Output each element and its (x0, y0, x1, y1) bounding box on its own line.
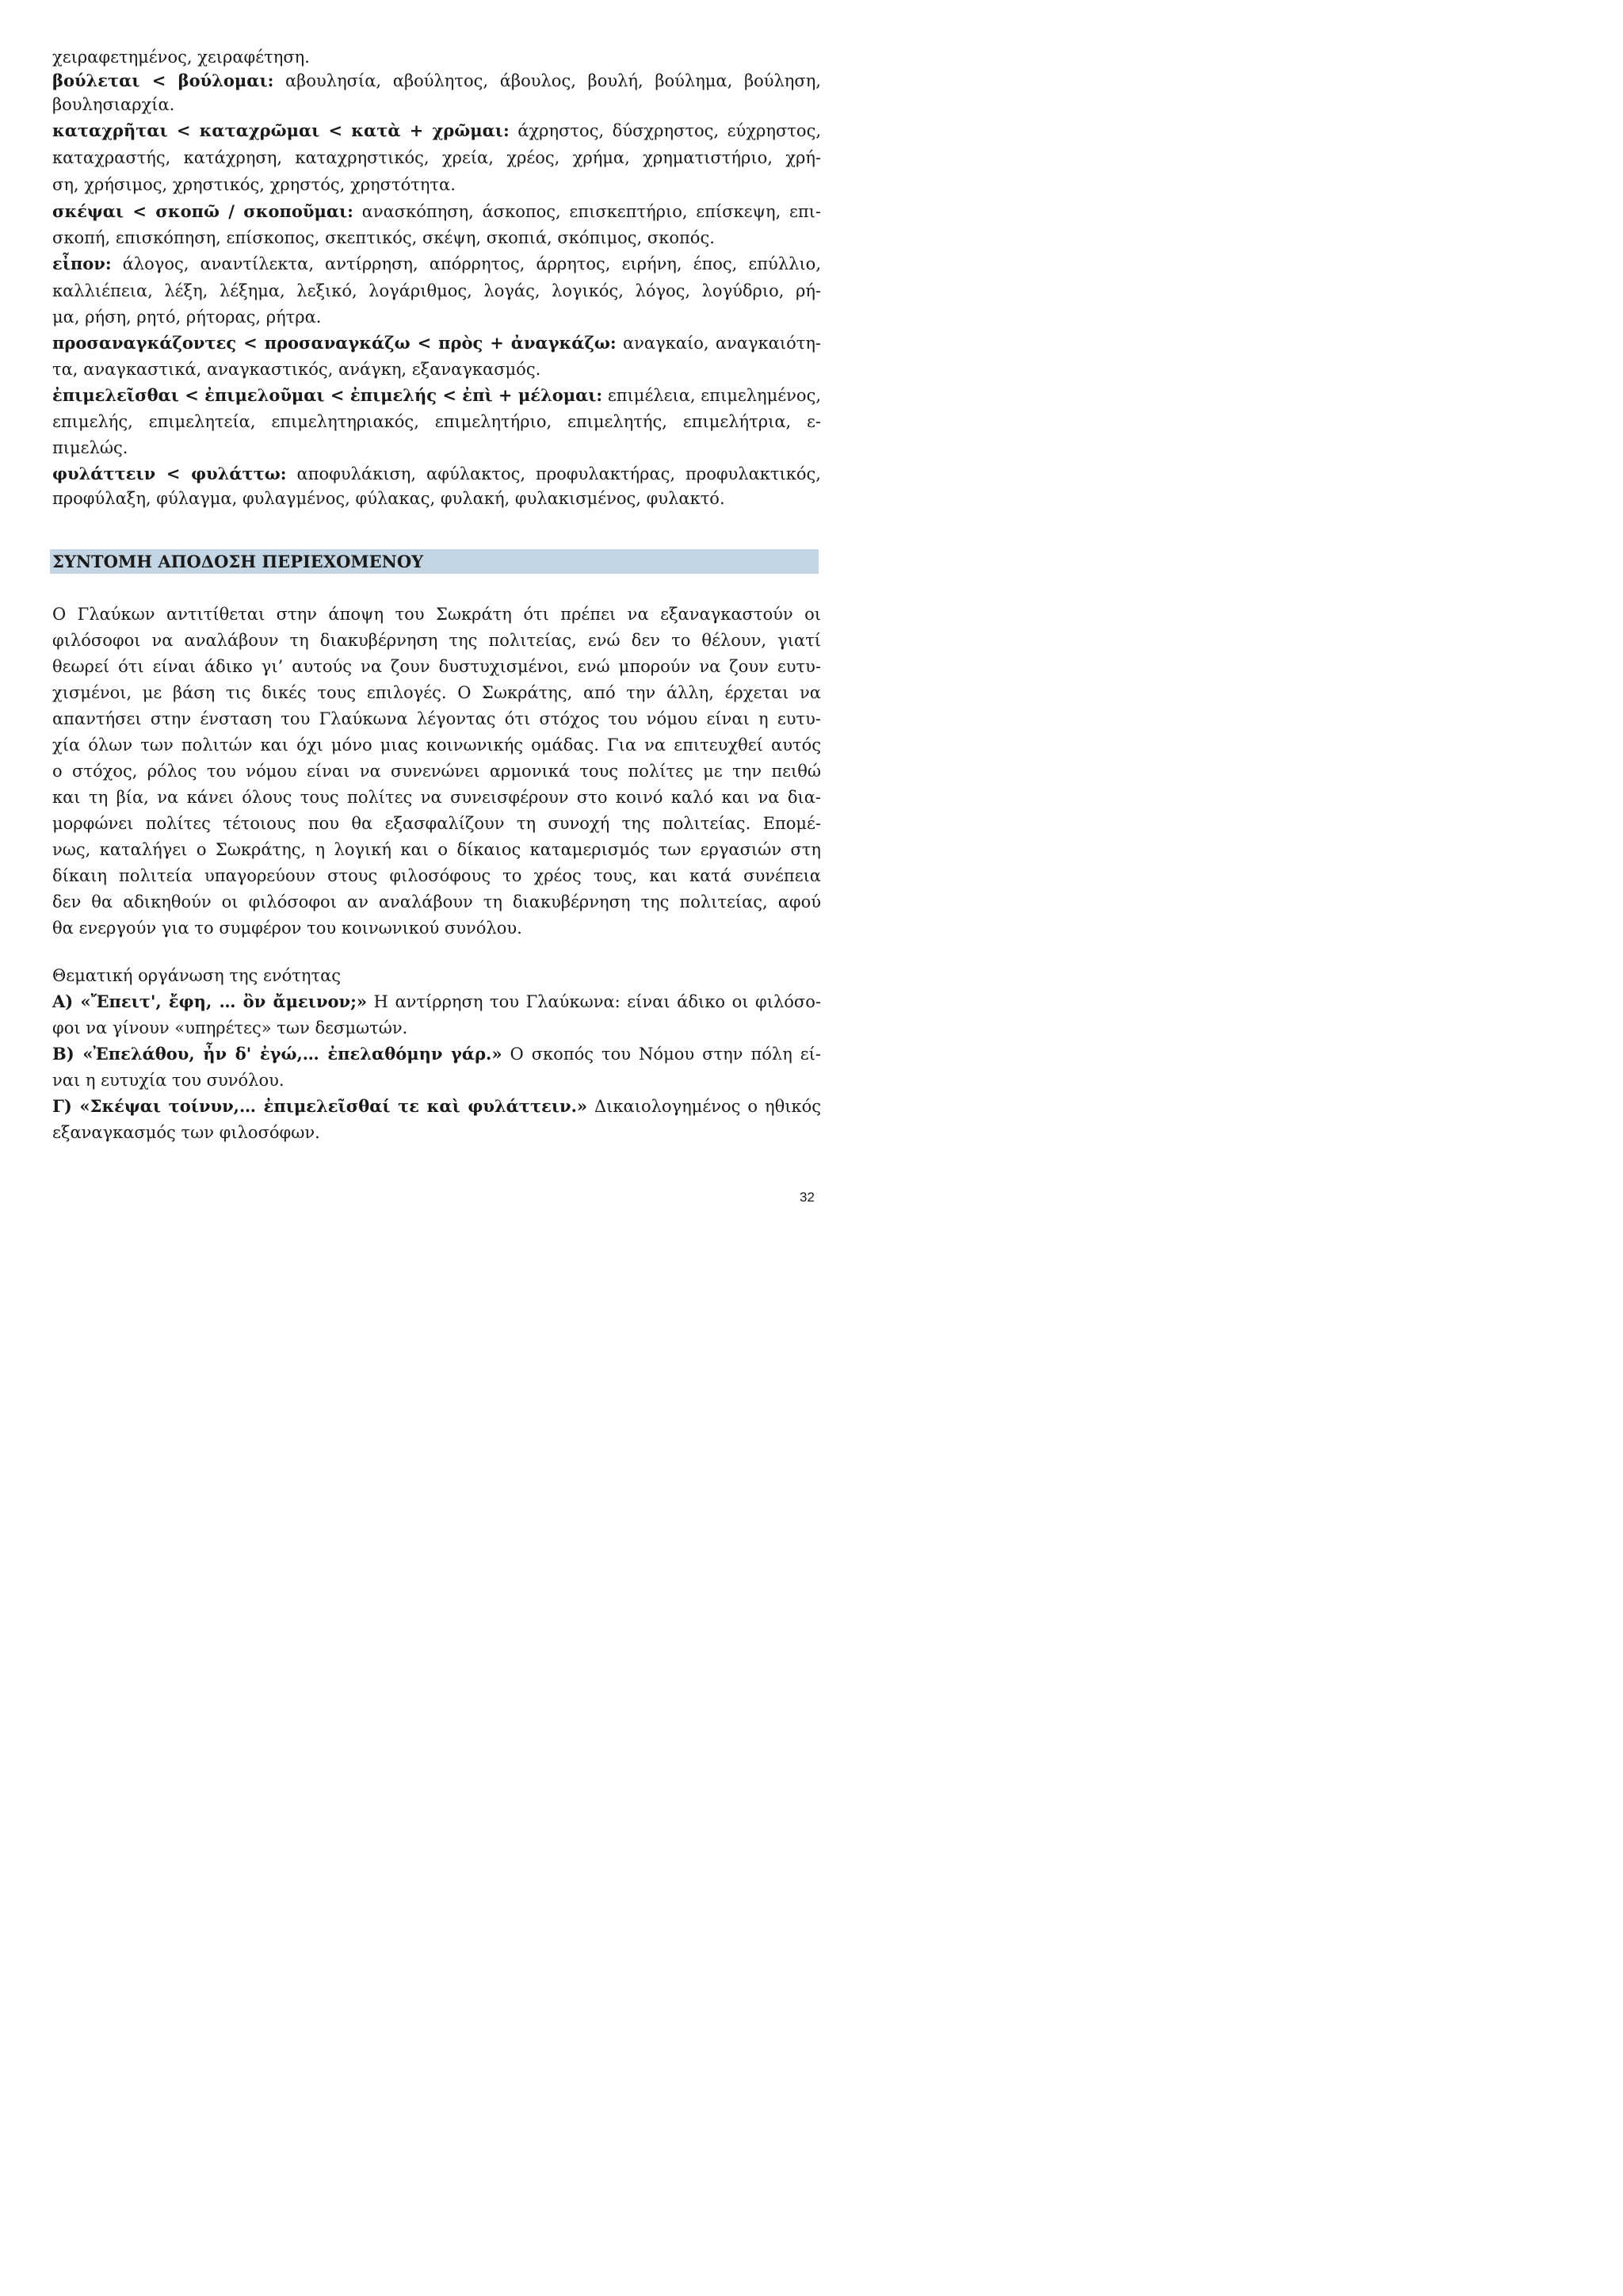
vocab-line: βούλεται < βούλομαι: αβουλησία, αβούλητος, άβουλος, βουλή, βούλημα, βούληση, (52, 71, 821, 90)
summary-line: μορφώνει πολίτες τέτοιους που θα εξασφαλίζουν τη συνοχή της πολιτείας. Επομέ- (52, 814, 821, 833)
vocab-line: σκέψαι < σκοπῶ / σκοποῦμαι: ανασκόπηση, άσκοπος, επισκεπτήριο, επίσκεψη, επι- (52, 201, 821, 221)
vocab-line: σκοπή, επισκόπηση, επίσκοπος, σκεπτικός, σκέψη, σκοπιά, σκόπιμος, σκοπός. (52, 228, 715, 247)
vocab-line: ἐπιμελεῖσθαι < ἐπιμελοῦμαι < ἐπιμελής < ἐπὶ + μέλομαι: επιμέλεια, επιμελημένος, (52, 385, 822, 405)
summary-line: θεωρεί ότι είναι άδικο γι’ αυτούς να ζουν δυστυχισμένοι, ενώ μπορούν να ζουν ευτυ- (52, 657, 821, 676)
vocab-line: επιμελής, επιμελητεία, επιμελητηριακός, επιμελητήριο, επιμελητής, επιμελήτρια, ε- (52, 412, 821, 431)
summary-line: δεν θα αδικηθούν οι φιλόσοφοι αν αναλάβουν τη διακυβέρνηση της πολιτείας, αφού (52, 892, 821, 911)
summary-line: Ο Γλαύκων αντιτίθεται στην άποψη του Σωκράτη ότι πρέπει να εξαναγκαστούν οι (52, 605, 821, 624)
document-page (0, 0, 872, 1233)
summary-line: απαντήσει στην ένσταση του Γλαύκωνα λέγοντας ότι στόχος του νόμου είναι η ευτυ- (52, 709, 821, 728)
thematic-line: Α) «Ἔπειτ', ἔφη, … ὂν ἄμεινον;» Η αντίρρηση του Γλαύκωνα: είναι άδικο οι φιλόσο- (52, 991, 821, 1011)
summary-line: θα ενεργούν για το συμφέρον του κοινωνικού συνόλου. (52, 919, 522, 938)
summary-line: χισμένοι, με βάση τις δικές τους επιλογές. Ο Σωκράτης, από την άλλη, έρχεται να (52, 683, 821, 702)
vocab-line: προσαναγκάζοντες < προσαναγκάζω < πρὸς + ἀναγκάζω: αναγκαίο, αναγκαιότη- (52, 333, 822, 353)
vocab-line: χειραφετημένος, χειραφέτηση. (52, 48, 310, 67)
summary-line: φιλόσοφοι να αναλάβουν τη διακυβέρνηση της πολιτείας, ενώ δεν το θέλουν, γιατί (52, 631, 821, 650)
vocab-line: πιμελώς. (52, 438, 128, 457)
summary-line: χία όλων των πολιτών και όχι μόνο μιας κοινωνικής ομάδας. Για να επιτευχθεί αυτός (52, 735, 821, 755)
thematic-title: Θεματική οργάνωση της ενότητας (52, 966, 342, 985)
thematic-line: Γ) «Σκέψαι τοίνυν,… ἐπιμελεῖσθαί τε καὶ φυλάττειν.» Δικαιολογημένος ο ηθικός (52, 1096, 821, 1116)
summary-line: ο στόχος, ρόλος του νόμου είναι να συνενώνει αρμονικά τους πολίτες με την πειθώ (52, 762, 821, 781)
summary-line: νως, καταλήγει ο Σωκράτης, η λογική και ο δίκαιος καταμερισμός των εργασιών στη (52, 840, 821, 859)
vocab-line: εἶπον: άλογος, αναντίλεκτα, αντίρρηση, απόρρητος, άρρητος, ειρήνη, έπος, επύλλιο, (52, 254, 821, 273)
vocab-line: καταχρῆται < καταχρῶμαι < κατὰ + χρῶμαι: άχρηστος, δύσχρηστος, εύχρηστος, (52, 120, 821, 140)
vocab-line: τα, αναγκαστικά, αναγκαστικός, ανάγκη, εξαναγκασμός. (52, 360, 541, 379)
section-heading: ΣΥΝΤΟΜΗ ΑΠΟΔΟΣΗ ΠΕΡΙΕΧΟΜΕΝΟΥ (52, 552, 424, 571)
summary-line: και τη βία, να κάνει όλους τους πολίτες να συνεισφέρουν στο κοινό καλό και να δια- (52, 788, 821, 807)
vocab-line: καταχραστής, κατάχρηση, καταχρηστικός, χρεία, χρέος, χρήμα, χρηματιστήριο, χρή- (52, 148, 821, 167)
thematic-line: φοι να γίνουν «υπηρέτες» των δεσμωτών. (52, 1018, 408, 1037)
page-number: 32 (800, 1190, 815, 1205)
vocab-line: καλλιέπεια, λέξη, λέξημα, λεξικό, λογάριθμος, λογάς, λογικός, λόγος, λογύδριο, ρή- (52, 281, 821, 300)
vocab-line: προφύλαξη, φύλαγμα, φυλαγμένος, φύλακας, φυλακή, φυλακισμένος, φυλακτό. (52, 489, 725, 508)
thematic-line: ναι η ευτυχία του συνόλου. (52, 1071, 285, 1090)
summary-line: δίκαιη πολιτεία υπαγορεύουν στους φιλοσόφους το χρέος τους, και κατά συνέπεια (52, 866, 821, 885)
vocab-line: βουλησιαρχία. (52, 95, 175, 114)
vocab-line: φυλάττειν < φυλάττω: αποφυλάκιση, αφύλακτος, προφυλακτήρας, προφυλακτικός, (52, 464, 821, 483)
vocab-line: μα, ρήση, ρητό, ρήτορας, ρήτρα. (52, 308, 322, 327)
thematic-line: Β) «Ἐπελάθου, ἦν δ' ἐγώ,… ἐπελαθόμην γάρ.» Ο σκοπός του Νόμου στην πόλη εί- (52, 1044, 821, 1064)
thematic-line: εξαναγκασμός των φιλοσόφων. (52, 1123, 320, 1142)
vocab-line: ση, χρήσιμος, χρηστικός, χρηστός, χρηστότητα. (52, 175, 456, 194)
